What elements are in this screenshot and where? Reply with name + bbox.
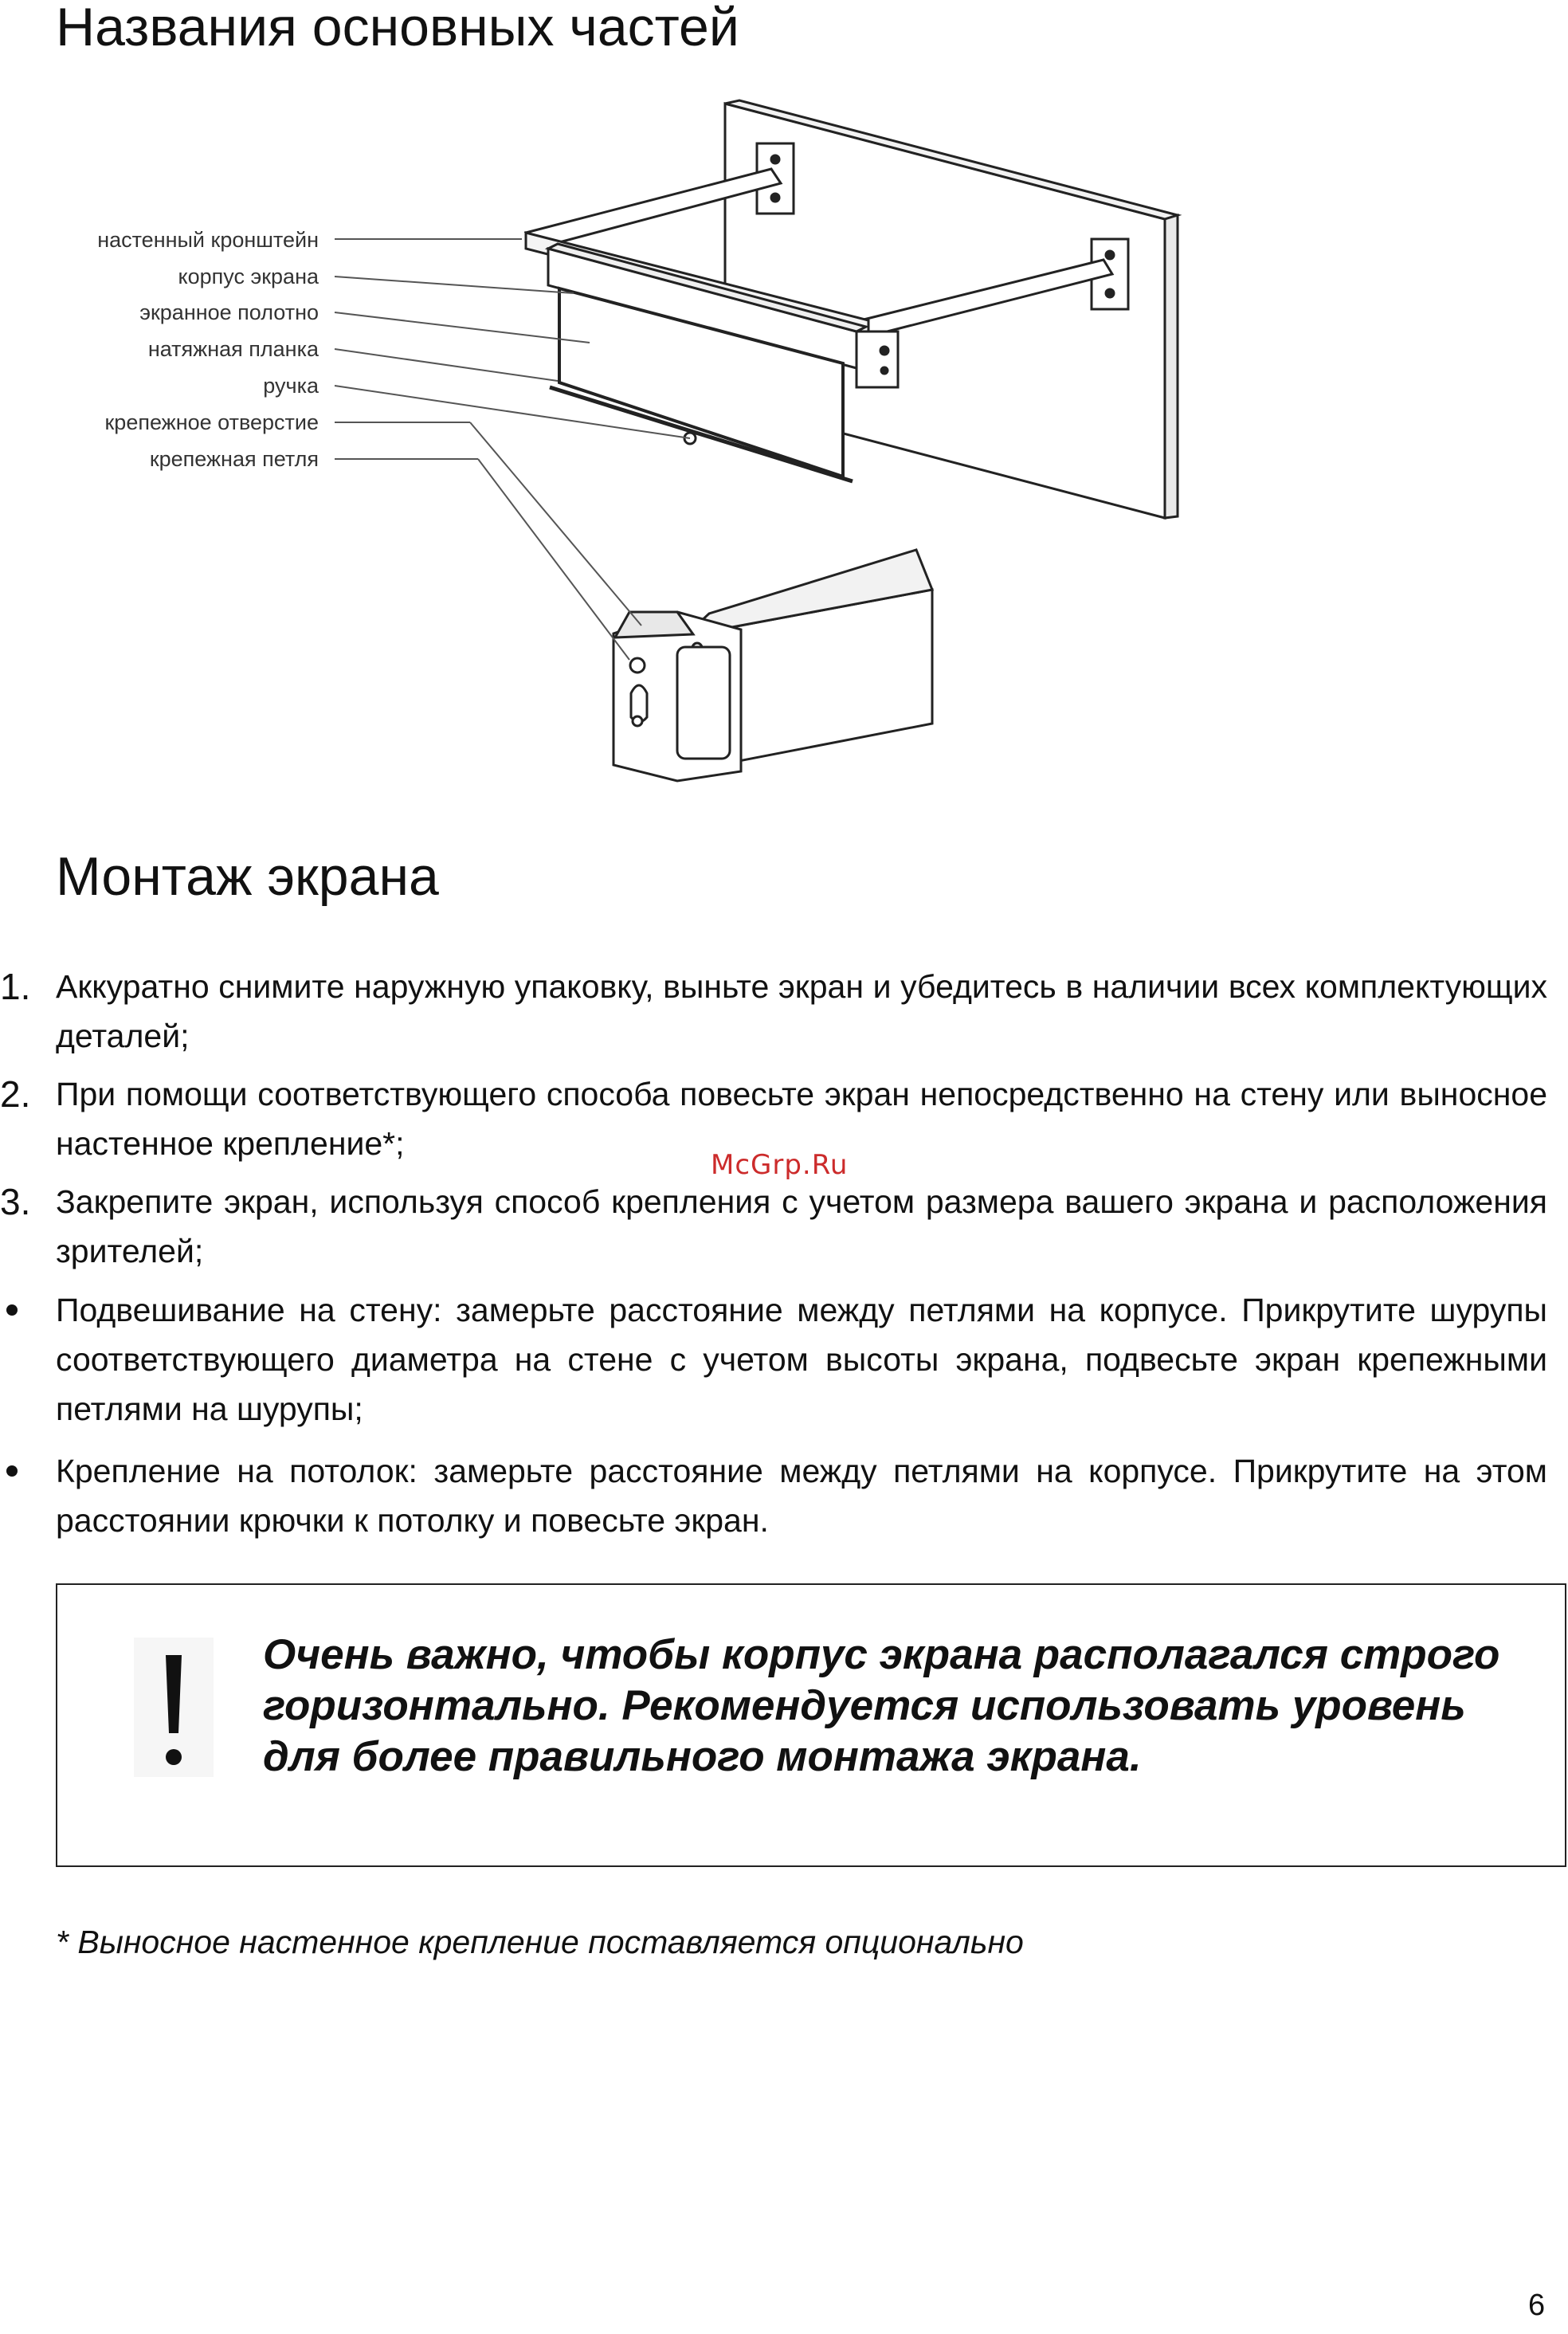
label-mounting-hole: крепежное отверстие	[104, 410, 319, 434]
label-screen-fabric: экранное полотно	[139, 300, 319, 324]
bullet-icon	[6, 1465, 18, 1477]
step-number: 1.	[0, 966, 31, 1007]
section-title-mounting: Монтаж экрана	[56, 846, 439, 907]
footnote: * Выносное настенное крепление поставляется опционально	[56, 1924, 1024, 1960]
note-text: Очень важно, чтобы корпус экрана располагался строго горизонтально. Рекомендуется использовать уровень для более правильного монтажа экрана.	[263, 1631, 1500, 1780]
label-tension-bar: натяжная планка	[147, 337, 319, 361]
exclamation-icon	[134, 1638, 214, 1777]
label-mounting-loop: крепежная петля	[149, 447, 319, 471]
watermark: McGrp.Ru	[711, 1149, 849, 1181]
bullet-text: Крепление на потолок: замерьте расстояние между петлями на корпусе. Прикрутите на этом расстоянии крючки к потолку и повесьте экран.	[56, 1453, 1547, 1539]
bullet-icon	[6, 1304, 18, 1316]
important-note	[56, 1583, 1566, 1867]
step-text: При помощи соответствующего способа повесьте экран непосредственно на стену или выносное настенное крепление*;	[56, 1076, 1547, 1162]
label-screen-case: корпус экрана	[178, 265, 319, 288]
screen-parts-diagram	[0, 80, 1568, 813]
bullet-text: Подвешивание на стену: замерьте расстояние между петлями на корпусе. Прикрутите шурупы соответствующего диаметра на стене с учетом высоты экрана, подвесьте экран крепежными петлями на шурупы;	[56, 1292, 1547, 1427]
label-wall-bracket: настенный кронштейн	[97, 228, 319, 252]
step-text: Закрепите экран, используя способ крепления с учетом размера вашего экрана и расположения зрителей;	[56, 1183, 1547, 1269]
label-handle: ручка	[263, 374, 319, 398]
step-number: 2.	[0, 1073, 31, 1115]
case-end-closeup	[613, 550, 932, 781]
step-text: Аккуратно снимите наружную упаковку, выньте экран и убедитесь в наличии всех комплектующих деталей;	[56, 968, 1547, 1054]
section-title-parts: Названия основных частей	[56, 0, 739, 57]
page-number: 6	[1528, 2289, 1546, 2322]
step-number: 3.	[0, 1181, 31, 1222]
